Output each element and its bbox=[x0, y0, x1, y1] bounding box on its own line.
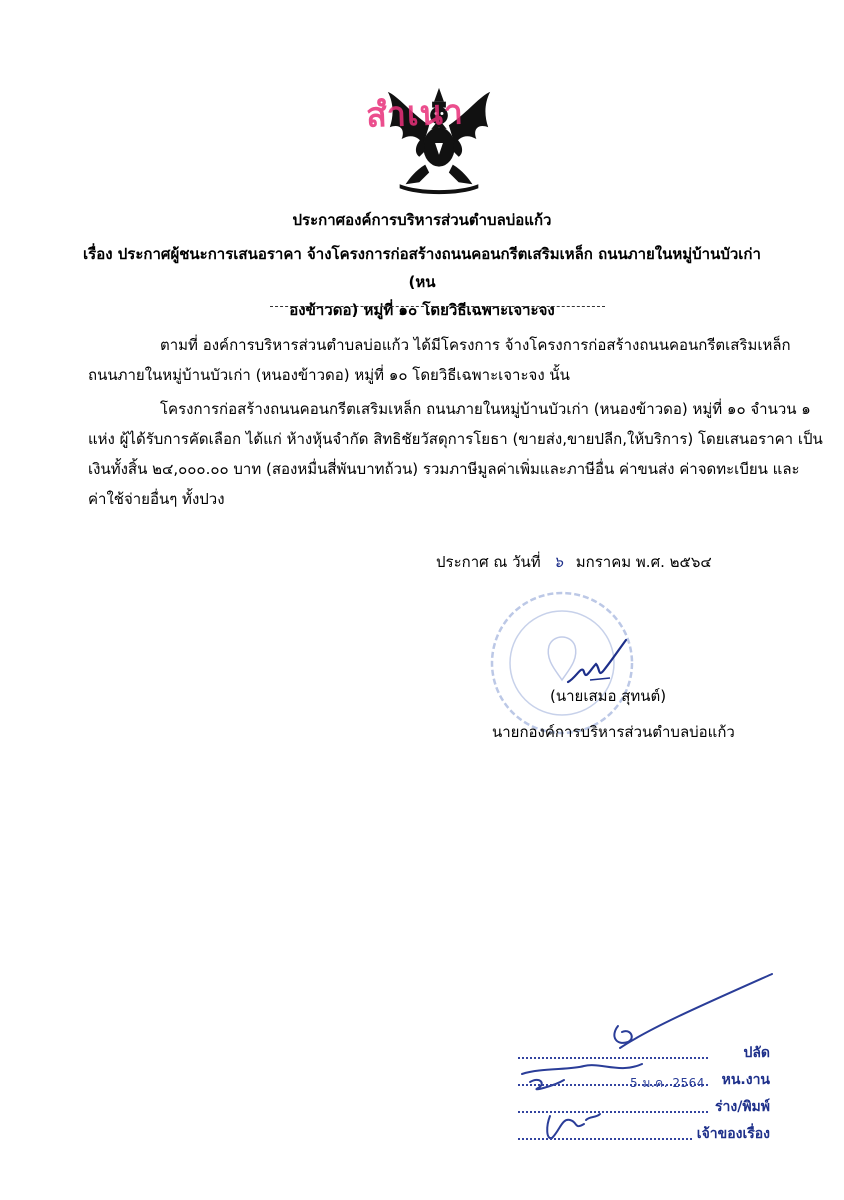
date-month-year: มกราคม พ.ศ. ๒๕๖๔ bbox=[575, 553, 712, 571]
subject-line-2: องข้าวดอ) หมู่ที่ ๑๐ โดยวิธีเฉพาะเจาะจง bbox=[289, 301, 555, 319]
routing-date: 5 ม.ค. 2564 bbox=[630, 1076, 705, 1090]
date-prefix: ประกาศ ณ วันที่ bbox=[436, 553, 541, 571]
announcement-date bbox=[436, 550, 712, 574]
routing-dots bbox=[518, 1138, 708, 1140]
routing-label-deputy: ปลัด bbox=[739, 1045, 770, 1061]
announcement-subject bbox=[80, 240, 764, 324]
body-paragraph-2 bbox=[88, 394, 823, 514]
routing-row-owner bbox=[510, 1121, 770, 1148]
p2-line-2: แห่ง ผู้ได้รับการคัดเลือก ได้แก่ ห้างหุ้นจำกัด สิทธิชัยวัสดุการโยธา (ขายส่ง,ขายปลีก,ให้บริการ) โดยเสนอราคา เป็น bbox=[88, 430, 823, 448]
announcement-title: ประกาศองค์การบริหารส่วนตำบลบ่อแก้ว bbox=[292, 211, 552, 229]
p1-line-1: ตามที่ องค์การบริหารส่วนตำบลบ่อแก้ว ได้มีโครงการ จ้างโครงการก่อสร้างถนนคอนกรีตเสริมเหล็ก bbox=[160, 336, 791, 354]
header-divider bbox=[270, 306, 605, 307]
routing-block bbox=[510, 1040, 770, 1148]
routing-label-head: หน.งาน bbox=[718, 1072, 770, 1088]
routing-row-deputy bbox=[510, 1040, 770, 1067]
routing-dots bbox=[518, 1111, 708, 1113]
routing-label-owner: เจ้าของเรื่อง bbox=[693, 1126, 770, 1142]
body-paragraph-1 bbox=[88, 330, 791, 390]
p1-line-2: ถนนภายในหมู่บ้านบัวเก่า (หนองข้าวดอ) หมู่ที่ ๑๐ โดยวิธีเฉพาะเจาะจง นั้น bbox=[88, 366, 570, 384]
routing-row-head bbox=[510, 1067, 770, 1094]
routing-row-drafter bbox=[510, 1094, 770, 1121]
date-day: ๖ bbox=[553, 553, 563, 571]
routing-dots bbox=[518, 1057, 708, 1059]
signatory-name: (นายเสมอ สุทนต์) bbox=[550, 687, 667, 705]
p2-line-1: โครงการก่อสร้างถนนคอนกรีตเสริมเหล็ก ถนนภายในหมู่บ้านบัวเก่า (หนองข้าวดอ) หมู่ที่ ๑๐ จำนวน ๑ bbox=[160, 400, 811, 418]
copy-stamp: สำเนา bbox=[365, 92, 465, 136]
subject-line-1: เรื่อง ประกาศผู้ชนะการเสนอราคา จ้างโครงการก่อสร้างถนนคอนกรีตเสริมเหล็ก ถนนภายในหมู่บ้านบัวเก่า (หน bbox=[83, 245, 761, 291]
signatory-title: นายกองค์การบริหารส่วนตำบลบ่อแก้ว bbox=[492, 723, 735, 741]
routing-label-drafter: ร่าง/พิมพ์ bbox=[711, 1099, 770, 1115]
p2-line-3: เงินทั้งสิ้น ๒๔,๐๐๐.๐๐ บาท (สองหมื่นสี่พันบาทถ้วน) รวมภาษีมูลค่าเพิ่มและภาษีอื่น ค่าขนส่ง ค่าจดทะเบียน และ bbox=[88, 460, 800, 478]
p2-line-4: ค่าใช้จ่ายอื่นๆ ทั้งปวง bbox=[88, 490, 225, 508]
